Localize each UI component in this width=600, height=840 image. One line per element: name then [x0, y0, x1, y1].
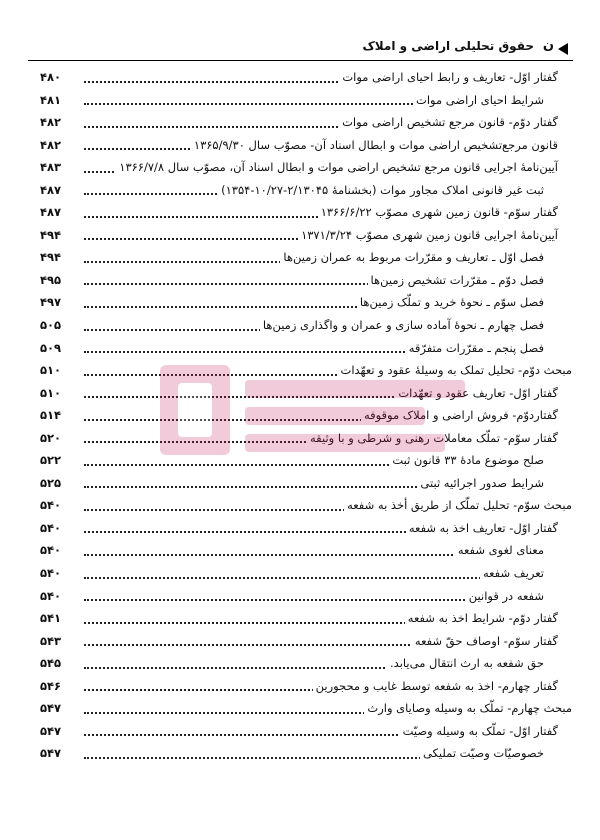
- page-letter: ن: [542, 38, 554, 53]
- toc-entry-page: ۴۸۲: [40, 115, 62, 130]
- toc-entry-page: ۵۴۰: [40, 543, 62, 558]
- toc-entry: [40, 66, 572, 89]
- toc-entry-page: ۵۴۷: [40, 746, 62, 761]
- toc-entry: [40, 449, 572, 472]
- toc-entry-title: مبحث چهارم- تملّک به وسیله وصایای وارث: [364, 697, 572, 720]
- toc-entry: [40, 539, 572, 562]
- toc-entry-title: تعریف شفعه: [480, 562, 544, 585]
- toc-entry-page: ۵۴۰: [40, 588, 62, 603]
- toc-entry-page: ۵۱۰: [40, 363, 62, 378]
- toc-entry: [40, 404, 572, 427]
- toc-entry-title: گفتار اوّل- تملّک به وسیله وصیّت: [400, 720, 558, 743]
- toc-entry-page: ۴۹۷: [40, 295, 62, 310]
- toc-entry-title: شرایط احیای اراضی موات: [413, 89, 544, 112]
- toc-entry: [40, 630, 572, 653]
- toc-entry: [40, 472, 572, 495]
- toc-entry-page: ۴۹۴: [40, 227, 62, 242]
- toc-entry-title: آیین‌نامهٔ اجرایی قانون زمین شهری مصوّب ۱۳۷۱/۳/۲۴: [298, 224, 558, 247]
- toc-entry-title: گفتار اوّل- تعاریف عقود و تعهّدات: [395, 382, 558, 405]
- toc-entry-page: ۴۸۰: [40, 70, 62, 84]
- toc-entry-page: ۵۴۰: [40, 520, 62, 535]
- toc-entry-page: ۵۴۵: [40, 656, 62, 671]
- toc-entry-title: قانون مرجع‌تشخیص اراضی موات و ابطال اسناد آن- مصوّب سال ۱۳۶۵/۹/۳۰: [191, 134, 558, 157]
- toc-entry-page: ۴۸۷: [40, 182, 62, 197]
- toc-entry: [40, 111, 572, 134]
- toc-entry-title: صلح موضوع مادهٔ ۳۳ قانون ثبت: [389, 449, 544, 472]
- toc-entry-page: ۴۹۵: [40, 272, 62, 287]
- toc-entry: [40, 314, 572, 337]
- toc-entry-page: ۵۴۰: [40, 566, 62, 581]
- toc-entry: [40, 134, 572, 157]
- toc-entry-page: ۵۲۰: [40, 430, 62, 445]
- toc-entry-title: گفتار اوّل- تعاریف و رابط احیای اراضی موات: [339, 66, 558, 89]
- toc-entry-title: گفتار دوّم- شرایط اخذ به شفعه: [405, 607, 558, 630]
- toc-entry: [40, 382, 572, 405]
- header-rule: [28, 60, 573, 61]
- toc-entry-title: خصوصیّات وصیّت تملیکی: [420, 742, 544, 765]
- toc-entry-page: ۵۴۰: [40, 498, 62, 513]
- toc-entry-page: ۴۸۳: [40, 160, 62, 175]
- toc-entry: [40, 291, 572, 314]
- toc-entry-page: ۵۱۴: [40, 408, 62, 423]
- toc-entry: [40, 156, 572, 179]
- toc-entry: [40, 697, 572, 720]
- toc-entry-title: شرایط صدور اجرائیه ثبتی: [417, 472, 544, 495]
- toc-entry-title: مبحث سوّم- تحلیل تملّک از طریق أخذ به شفعه: [344, 494, 572, 517]
- toc-entry: [40, 337, 572, 360]
- toc-entry: [40, 179, 572, 202]
- toc-entry: [40, 607, 572, 630]
- toc-entry-title: گفتار دوّم- قانون مرجع تشخیص اراضی موات: [339, 111, 558, 134]
- dot-leader: [84, 562, 544, 585]
- toc-entry: [40, 224, 572, 247]
- toc-entry-title: فصل دوّم ـ مقرّرات تشخیص زمین‌ها: [368, 269, 544, 292]
- toc-entry: [40, 652, 572, 675]
- toc-entry-page: ۵۲۲: [40, 453, 62, 468]
- toc-entry-title: فصل سوّم ـ نحوهٔ خرید و تملّک زمین‌ها: [357, 291, 544, 314]
- toc-entry-page: ۵۴۷: [40, 723, 62, 738]
- toc-entry-page: ۵۴۳: [40, 633, 62, 648]
- toc-entry-page: ۵۰۵: [40, 318, 62, 333]
- toc-entry: [40, 517, 572, 540]
- toc-entry: [40, 720, 572, 743]
- toc-entry-page: ۵۱۰: [40, 385, 62, 400]
- toc-entry-title: شفعه در قوانین: [466, 585, 544, 608]
- toc-entry-title: گفتار سوّم- تملّک معاملات رهنی و شرطی و با وثیقه: [307, 427, 558, 450]
- toc-entry-title: گفتار چهارم- اخذ به شفعه توسط غایب و محجورین: [313, 675, 558, 698]
- toc-entry: [40, 89, 572, 112]
- toc-entry-page: ۴۸۱: [40, 92, 62, 107]
- toc-entry: [40, 246, 572, 269]
- toc-entry-page: ۵۴۷: [40, 701, 62, 716]
- triangle-marker-icon: [558, 43, 568, 55]
- toc-entry-page: ۵۴۶: [40, 678, 62, 693]
- page-header: [30, 38, 570, 60]
- toc-entry-title: فصل چهارم ـ نحوهٔ آماده سازی و عمران و واگذاری زمین‌ها: [260, 314, 544, 337]
- toc-entry-title: مبحث دوّم- تحلیل تملک به وسیلهٔ عقود و تعهّدات: [338, 359, 573, 382]
- table-of-contents: [40, 66, 572, 765]
- toc-entry-title: گفتار سوّم- اوصاف حقّ شفعه: [412, 630, 558, 653]
- toc-entry: [40, 742, 572, 765]
- toc-entry-title: ثبت غیر قانونی املاک مجاور موات (بخشنامهٔ ۲/۱۳۰۴۵-۱۰/۲۷-۱۳۵۴): [218, 179, 544, 202]
- toc-entry-title: حق شفعه به ارث انتقال می‌یابد.: [387, 652, 544, 675]
- toc-entry-page: ۴۹۴: [40, 250, 62, 265]
- toc-entry-title: گفتار اوّل- تعاریف اخذ به شفعه: [406, 517, 558, 540]
- toc-entry: [40, 359, 572, 382]
- toc-entry-page: ۴۸۷: [40, 205, 62, 220]
- toc-entry: [40, 675, 572, 698]
- running-title: حقوق تحلیلی اراضی و املاک: [362, 39, 534, 53]
- toc-entry: [40, 494, 572, 517]
- toc-entry-title: آیین‌نامهٔ اجرایی قانون مرجع تشخیص اراضی موات و ابطال اسناد آن، مصوّب سال ۱۳۶۶/۷/۸: [116, 156, 558, 179]
- toc-entry: [40, 427, 572, 450]
- toc-entry-page: ۵۲۵: [40, 475, 62, 490]
- toc-entry-title: فصل پنجم ـ مقرّرات متفرّقه: [406, 337, 544, 360]
- toc-entry: [40, 201, 572, 224]
- toc-entry-title: معنای لغوی شفعه: [455, 539, 544, 562]
- toc-entry-page: ۴۸۲: [40, 137, 62, 152]
- toc-entry: [40, 585, 572, 608]
- toc-entry: [40, 269, 572, 292]
- toc-entry: [40, 562, 572, 585]
- toc-entry-title: فصل اوّل ـ تعاریف و مقرّرات مربوط به عمران زمین‌ها: [280, 246, 544, 269]
- toc-entry-page: ۵۰۹: [40, 340, 62, 355]
- toc-entry-title: گفتار سوّم- قانون زمین شهری مصوّب ۱۳۶۶/۶/۲۲: [318, 201, 558, 224]
- toc-entry-page: ۵۴۱: [40, 611, 62, 626]
- toc-entry-title: گفتاردوّم- فروش اراضی و املاک موقوفه: [361, 404, 558, 427]
